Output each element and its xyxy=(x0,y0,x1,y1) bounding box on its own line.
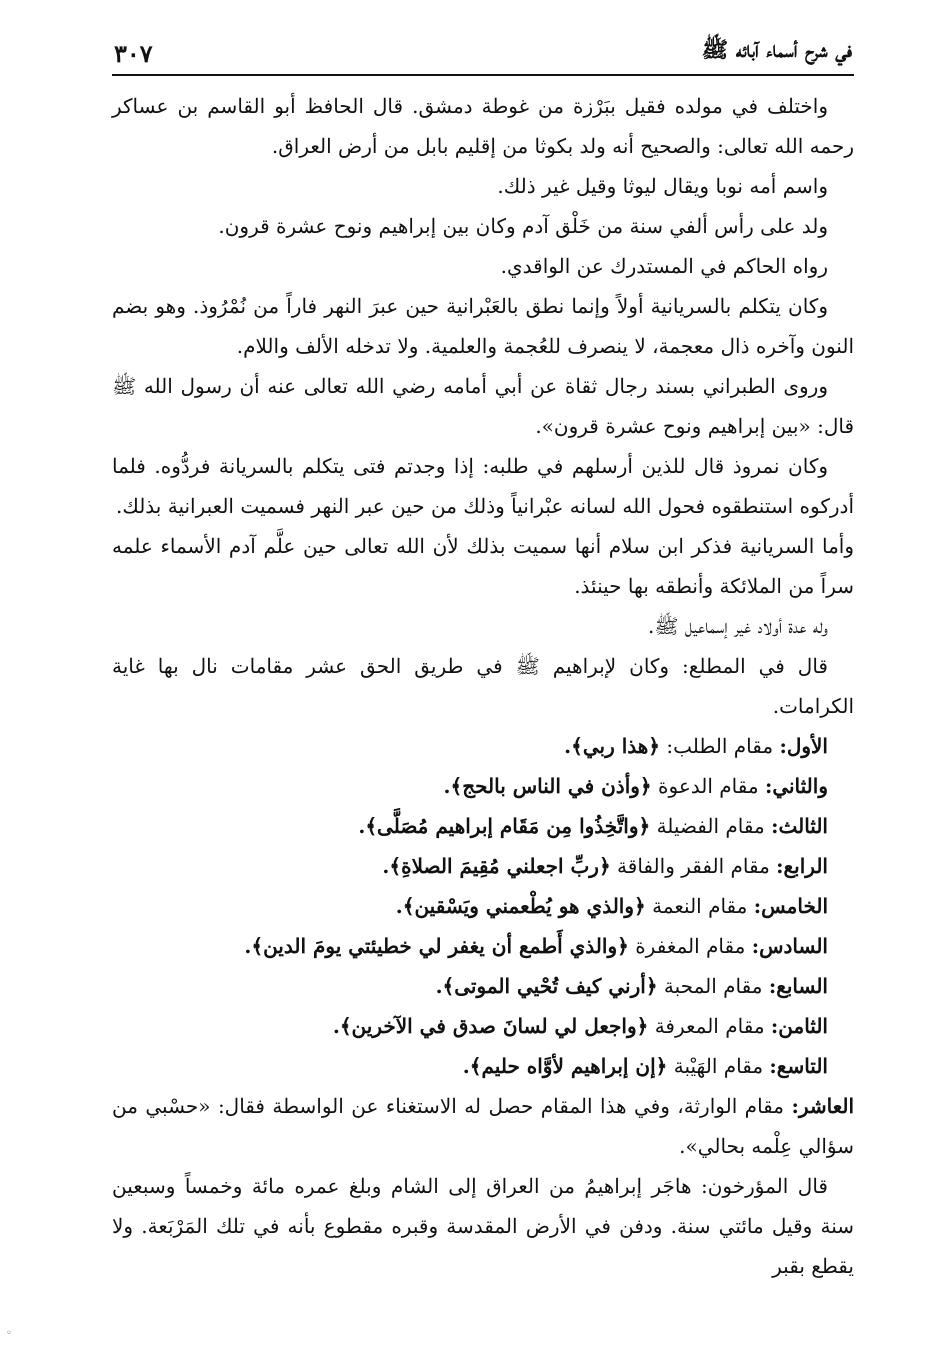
item-text: مقام الطلب: xyxy=(666,734,774,758)
item-text: مقام النعمة xyxy=(652,894,748,918)
item-text: مقام المحبة xyxy=(663,974,763,998)
item-text: مقام الفضيلة xyxy=(656,814,765,838)
paragraph-birthplace: واختلف في مولده فقيل ببَرْزة من غوطة دمشق. قال الحافظ أبو القاسم بن عساكر رحمه الله تعالى: والصحيح أنه ولد بكوثا من إقليم بابل من أرض العراق. xyxy=(112,94,854,158)
paragraph-birth-date: ولد على رأس ألفي سنة من خَلْق آدم وكان بين إبراهيم ونوح عشرة قرون. xyxy=(218,214,828,238)
tenth-text: مقام الوارثة، وفي هذا المقام حصل له الاستغناء عن الواسطة فقال: «حسْبي من سؤالي عِلْمه بحالي». xyxy=(112,1094,854,1158)
item-quote: ﴿ربِّ اجعلني مُقِيمَ الصلاةِ﴾. xyxy=(382,854,611,878)
tenth-lead: العاشر: xyxy=(791,1094,855,1118)
item-lead: السادس: xyxy=(751,934,828,958)
paragraph-source: رواه الحاكم في المستدرك عن الواقدي. xyxy=(500,254,828,278)
list-item xyxy=(112,806,854,846)
page-number: ٣٠٧ xyxy=(114,39,153,68)
list-item xyxy=(112,846,854,886)
item-quote: ﴿والذي أَطمع أن يغفر لي خطيئتي يومَ الدين﴾. xyxy=(244,934,629,958)
item-text: مقام المعرفة xyxy=(654,1014,765,1038)
item-quote: ﴿هذا ربي﴾. xyxy=(564,734,661,758)
paragraph-mother-name: واسم أمه نوبا ويقال ليوثا وقيل غير ذلك. xyxy=(497,174,828,198)
item-quote: ﴿واجعل لي لسانَ صدق في الآخرين﴾. xyxy=(332,1014,649,1038)
list-item xyxy=(112,886,854,926)
item-quote: ﴿إن إبراهيم لأوَّاه حليم﴾. xyxy=(462,1054,668,1078)
item-quote: ﴿وأذن في الناس بالحج﴾. xyxy=(443,774,652,798)
item-lead: التاسع: xyxy=(769,1054,828,1078)
list-item xyxy=(112,726,854,766)
running-title: في شرح أسماء آبائه ﷺ xyxy=(701,37,852,63)
item-lead: الخامس: xyxy=(753,894,828,918)
maqamat-list xyxy=(112,726,854,1086)
item-lead: الأول: xyxy=(779,734,828,758)
paragraph-matla: قال في المطلع: وكان لإبراهيم ﷺ في طريق الحق عشر مقامات نال بها غاية الكرامات. xyxy=(112,654,854,718)
list-item xyxy=(112,926,854,966)
list-item xyxy=(112,766,854,806)
item-lead: السابع: xyxy=(768,974,828,998)
list-item xyxy=(112,1006,854,1046)
paragraph-children: وله عدة أولاد غير إسماعيل ﷺ. xyxy=(648,614,828,638)
paragraph-tabarani: وروى الطبراني بسند رجال ثقاة عن أبي أمامه رضي الله تعالى عنه أن رسول الله ﷺ قال: «بين إبراهيم ونوح عشرة قرون». xyxy=(112,374,854,438)
scan-mark-icon: ◦ xyxy=(6,1328,12,1339)
paragraph-historians: قال المؤرخون: هاجَر إبراهيمُ من العراق إلى الشام وبلغ عمره مائة وخمساً وسبعين سنة وقيل مائتي سنة. ودفن في الأرض المقدسة وقبره مقطوع بأنه في تلك المَرْبَعة. ولا يقطع بقبر xyxy=(112,1174,854,1278)
paragraph-syriac: وأما السريانية فذكر ابن سلام أنها سميت بذلك لأن الله تعالى حين علَّم آدم الأسماء علمه سراً من الملائكة وأنطقه بها حينئذ. xyxy=(112,534,854,598)
item-lead: الثامن: xyxy=(770,1014,828,1038)
list-item xyxy=(112,966,854,1006)
paragraph-nimrod: وكان نمروذ قال للذين أرسلهم في طلبه: إذا وجدتم فتى يتكلم بالسريانة فردُّوه. فلما أدركوه استنطقوه فحول الله لسانه عبْرانياً وذلك من حين عبر النهر فسميت العبرانية بذلك. xyxy=(112,454,854,518)
paragraph-tenth xyxy=(112,1086,854,1166)
item-text: مقام الهَيْبة xyxy=(673,1054,764,1078)
item-quote: ﴿والذي هو يُطْعمني ويَسْقين﴾. xyxy=(395,894,646,918)
paragraph-language: وكان يتكلم بالسريانية أولاً وإنما نطق بالعَبْرانية حين عبرَ النهر فاراً من نُمْرُوذ. وهو بضم النون وآخره ذال معجمة، لا ينصرف للعُجمة والعلمية. ولا تدخله الألف واللام. xyxy=(112,294,854,358)
item-lead: الرابع: xyxy=(776,854,828,878)
item-lead: الثالث: xyxy=(771,814,828,838)
item-text: مقام المغفرة xyxy=(635,934,746,958)
item-text: مقام الدعوة xyxy=(658,774,759,798)
page-header xyxy=(112,32,854,76)
item-quote: ﴿أرني كيف تُحْيي الموتى﴾. xyxy=(435,974,658,998)
item-lead: والثاني: xyxy=(764,774,828,798)
item-quote: ﴿واتَّخِذُوا مِن مَقَام إبراهيم مُصَلَّى﴾. xyxy=(358,814,651,838)
item-text: مقام الفقر والفاقة xyxy=(617,854,770,878)
body-text xyxy=(112,86,854,1286)
list-item xyxy=(112,1046,854,1086)
